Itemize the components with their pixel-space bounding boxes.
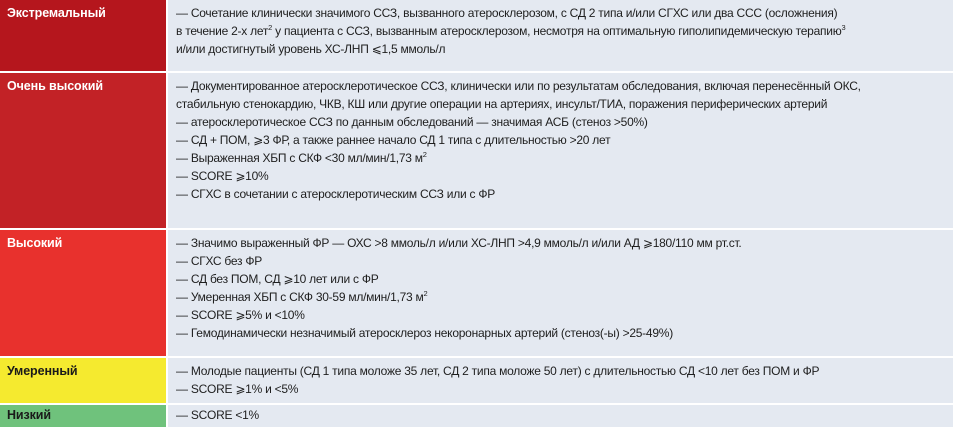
category-extreme: Экстремальный — [0, 0, 166, 71]
description-extreme — [166, 0, 953, 71]
risk-row-moderate — [0, 358, 953, 405]
criteria-line: — Выраженная ХБП с СКФ <30 мл/мин/1,73 $м^2$ — [176, 150, 427, 165]
description-high — [166, 230, 953, 356]
criteria-line: — СГХС в сочетании с атеросклеротическим ССЗ или с ФР — [176, 187, 495, 201]
criteria-line: — SCORE ⩾5% и <10% — [176, 308, 305, 322]
description-low — [166, 405, 953, 427]
footnote-ref: 2 — [268, 23, 273, 32]
criteria-line: — СГХС без ФР — [176, 254, 262, 268]
criteria-line: — Молодые пациенты (СД 1 типа моложе 35 лет, СД 2 типа моложе 50 лет) с длительностью СД <10 лет без ПОМ и ФР — [176, 364, 820, 378]
description-moderate — [166, 358, 953, 403]
risk-row-low — [0, 405, 953, 427]
category-moderate: Умеренный — [0, 358, 166, 403]
risk-row-very-high — [0, 73, 953, 230]
criteria-line: стабильную стенокардию, ЧКВ, КШ или другие операции на артериях, инсульт/ТИА, поражения периферических артерий — [176, 97, 828, 111]
criteria-line: — Гемодинамически незначимый атеросклероз некоронарных артерий (стеноз(-ы) >25-49%) — [176, 326, 673, 340]
risk-row-high — [0, 230, 953, 358]
criteria-line: в течение 2-х лет$^2$ у пациента с ССЗ, вызванным атеросклерозом, несмотря на оптимальную гиполипидемическую терапию$^3$ — [176, 23, 846, 38]
footnote-ref: 2 — [423, 289, 428, 298]
criteria-line: — атеросклеротическое ССЗ по данным обследований — значимая АСБ (стеноз >50%) — [176, 115, 648, 129]
footnote-ref: 3 — [841, 23, 846, 32]
criteria-line: — SCORE ⩾10% — [176, 169, 269, 183]
category-high: Высокий — [0, 230, 166, 356]
criteria-line: — SCORE <1% — [176, 408, 259, 422]
criteria-line: — Документированное атеросклеротическое ССЗ, клинически или по результатам обследования, включая перенесённый ОКС, — [176, 79, 861, 93]
criteria-line: — Сочетание клинически значимого ССЗ, вызванного атеросклерозом, с СД 2 типа и/или СГХС или два ССС (осложнения) — [176, 6, 838, 20]
risk-row-extreme — [0, 0, 953, 73]
description-very-high — [166, 73, 953, 228]
criteria-line: — Умеренная ХБП с СКФ 30-59 мл/мин/1,73 $м^2$ — [176, 289, 428, 304]
category-low: Низкий — [0, 405, 166, 427]
category-very-high: Очень высокий — [0, 73, 166, 228]
criteria-line: и/или достигнутый уровень ХС-ЛНП ⩽1,5 ммоль/л — [176, 42, 446, 56]
footnote-ref: 2 — [422, 150, 427, 159]
criteria-line: — Значимо выраженный ФР — ОХС >8 ммоль/л и/или ХС-ЛНП >4,9 ммоль/л и/или АД ⩾180/110 мм рт.ст. — [176, 236, 742, 250]
criteria-line: — SCORE ⩾1% и <5% — [176, 382, 299, 396]
criteria-line: — СД + ПОМ, ⩾3 ФР, а также раннее начало СД 1 типа с длительностью >20 лет — [176, 133, 611, 147]
criteria-line: — СД без ПОМ, СД ⩾10 лет или с ФР — [176, 272, 379, 286]
